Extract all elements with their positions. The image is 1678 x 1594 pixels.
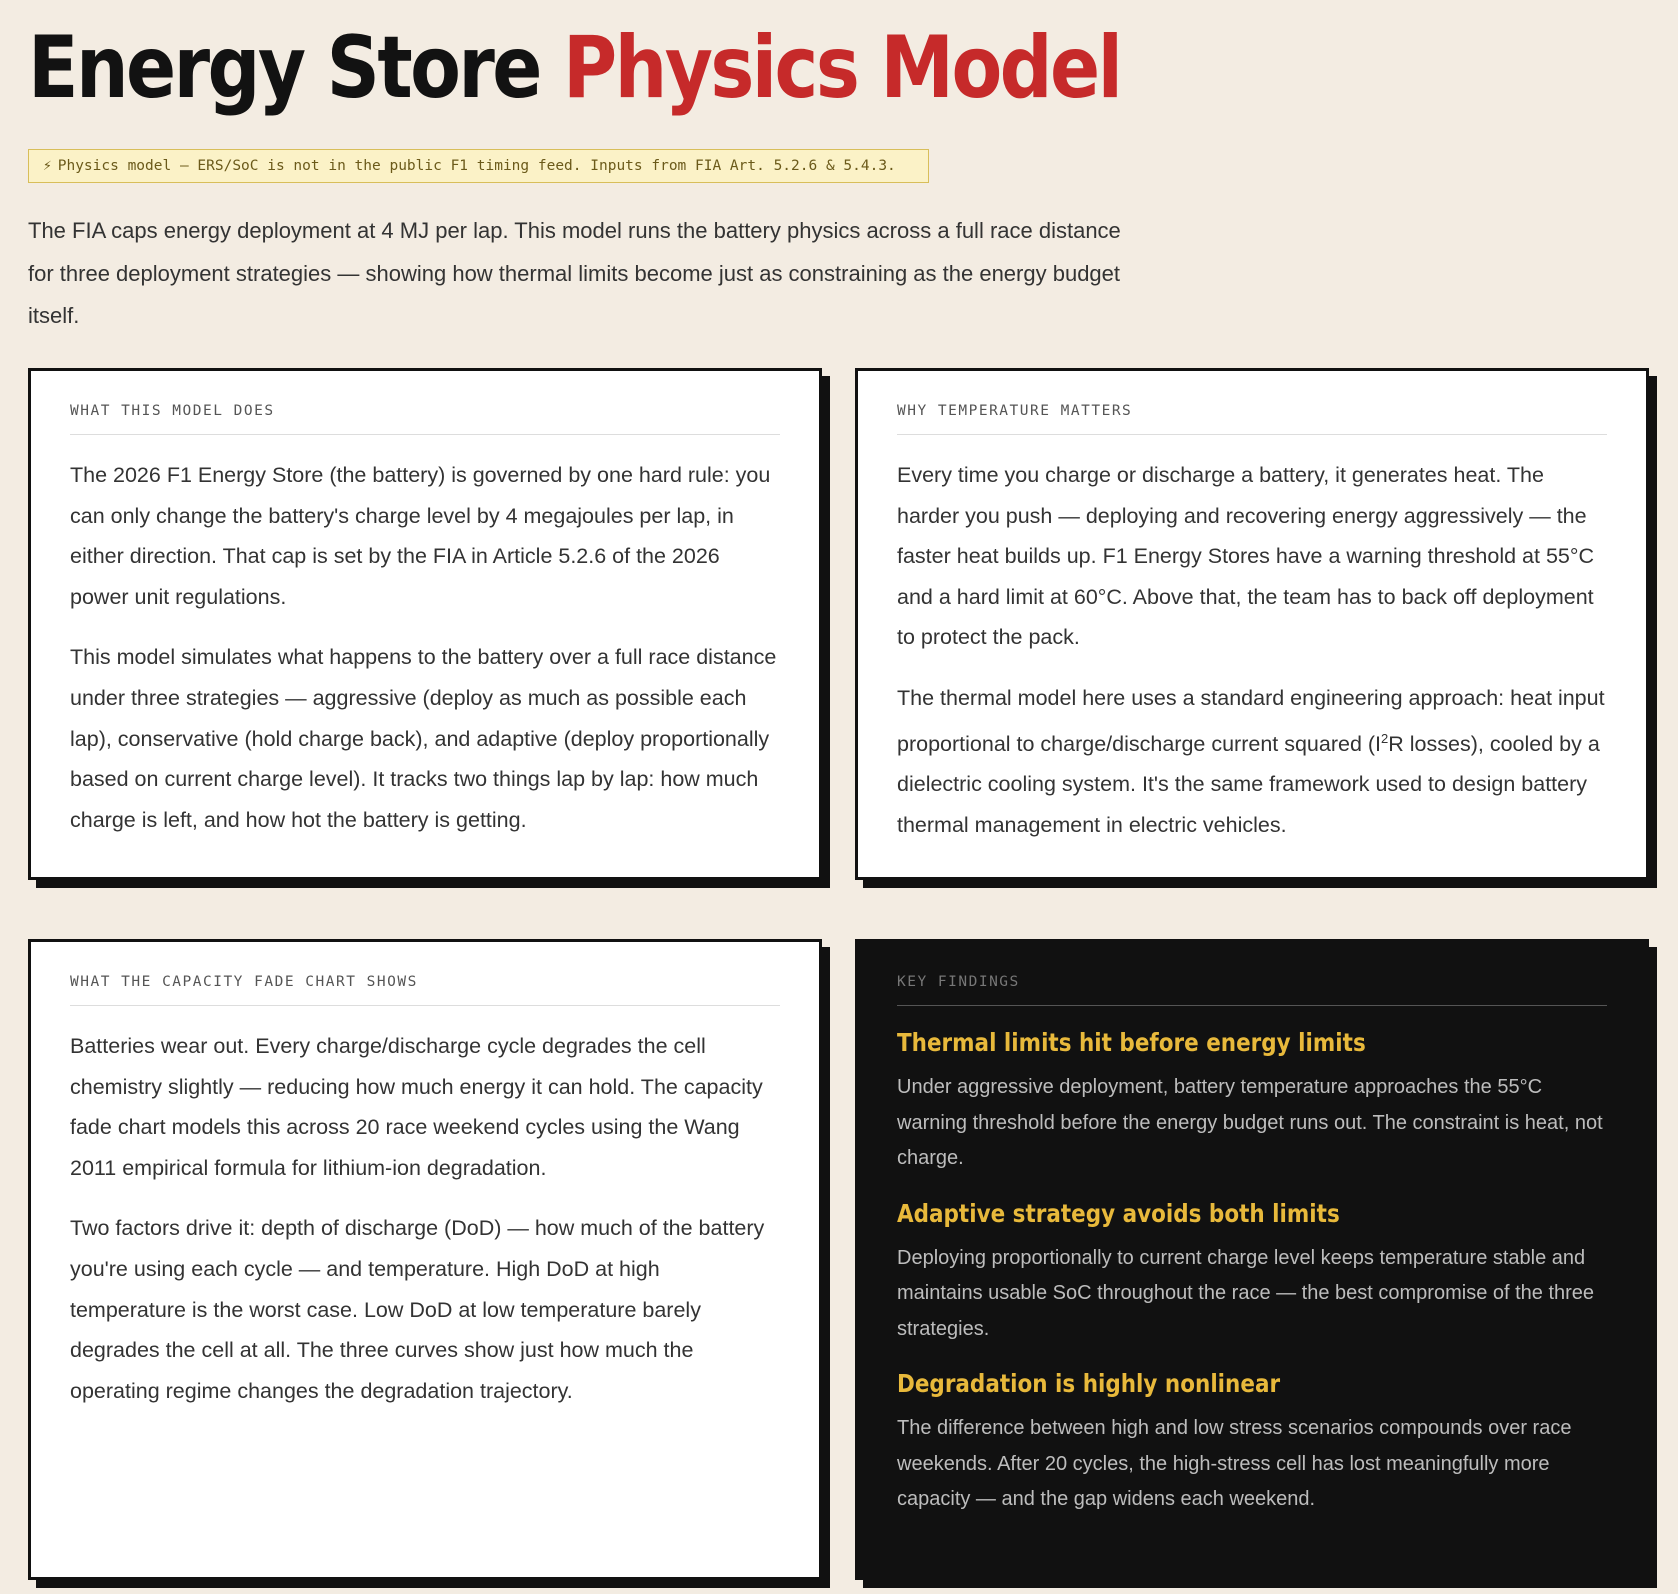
card-what-this-model-does: [28, 368, 822, 880]
page-title-accent: Physics Model: [563, 18, 1121, 118]
intro-paragraph: The FIA caps energy deployment at 4 MJ per lap. This model runs the battery physics across a full race distance for three deployment strategies — showing how thermal limits become just as constraining as the energy budget itself.: [28, 218, 1121, 328]
card-paragraph: Every time you charge or discharge a battery, it generates heat. The harder you push — deploying and recovering energy aggressively — the faster heat builds up. F1 Energy Stores have a warning threshold at 55°C and a hard limit at 60°C. Above that, the team has to back off deployment to protect the pack.: [897, 463, 1594, 650]
finding-title: Adaptive strategy avoids both limits: [897, 1198, 1340, 1228]
finding-item: [897, 1197, 1607, 1348]
page-title: [28, 0, 1423, 122]
text-segment: R losses), cooled by a dielectric cooling system. It's the same framework used to design battery thermal management in electric vehicles.: [897, 731, 1600, 837]
card-paragraph: Batteries wear out. Every charge/discharge cycle degrades the cell chemistry slightly — reducing how much energy it can hold. The capacity fade chart models this across 20 race weekend cycles using the Wang 2011 empirical formula for lithium-ion degradation.: [70, 1034, 763, 1180]
finding-text: The difference between high and low stress scenarios compounds over race weekends. After 20 cycles, the high-stress cell has lost meaningfully more capacity — and the gap widens each weekend.: [897, 1417, 1572, 1510]
finding-title: Degradation is highly nonlinear: [897, 1369, 1281, 1398]
finding-item: [897, 1026, 1607, 1177]
card-paragraph: This model simulates what happens to the battery over a full race distance under three strategies — aggressive (deploy as much as possible each lap), conservative (hold charge back), and adaptive (deploy proportionally based on current charge level). It tracks two things lap by lap: how much charge is left, and how hot the battery is getting.: [70, 645, 777, 832]
card-key-findings: [855, 939, 1649, 1580]
lightning-icon: ⚡: [43, 158, 52, 174]
page: [28, 0, 1650, 328]
card-label: WHAT THIS MODEL DOES: [70, 403, 780, 435]
card-capacity-fade-chart: [28, 939, 822, 1580]
card-paragraph: [897, 678, 1607, 846]
page-title-primary: Energy Store: [28, 18, 540, 118]
finding-item: [897, 1367, 1607, 1518]
card-label: KEY FINDINGS: [897, 974, 1607, 1006]
card-label: WHAT THE CAPACITY FADE CHART SHOWS: [70, 974, 780, 1006]
finding-title: Thermal limits hit before energy limits: [897, 1028, 1366, 1057]
card-label: WHY TEMPERATURE MATTERS: [897, 403, 1607, 435]
notice-text: Physics model — ERS/SoC is not in the public F1 timing feed. Inputs from FIA Art. 5.2.6 & 5.4.3.: [57, 158, 896, 174]
finding-text: Deploying proportionally to current charge level keeps temperature stable and maintains usable SoC throughout the race — the best compromise of the three strategies.: [897, 1246, 1595, 1340]
card-why-temperature-matters: [855, 368, 1649, 880]
physics-model-notice: [28, 149, 929, 183]
superscript: 2: [1381, 730, 1389, 746]
card-paragraph: Two factors drive it: depth of discharge (DoD) — how much of the battery you're using each cycle — and temperature. High DoD at high temperature is the worst case. Low DoD at low temperature barely degrades the cell at all. The three curves show just how much the operating regime changes the degradation trajectory.: [70, 1216, 765, 1403]
text-segment: The thermal model here uses a standard engineering approach: heat input proportional to charge/discharge current squared (I: [897, 685, 1605, 756]
card-paragraph: The 2026 F1 Energy Store (the battery) is governed by one hard rule: you can only change the battery's charge level by 4 megajoules per lap, in either direction. That cap is set by the FIA in Article 5.2.6 of the 2026 power unit regulations.: [70, 463, 771, 609]
finding-text: Under aggressive deployment, battery temperature approaches the 55°C warning threshold before the energy budget runs out. The constraint is heat, not charge.: [897, 1076, 1603, 1169]
